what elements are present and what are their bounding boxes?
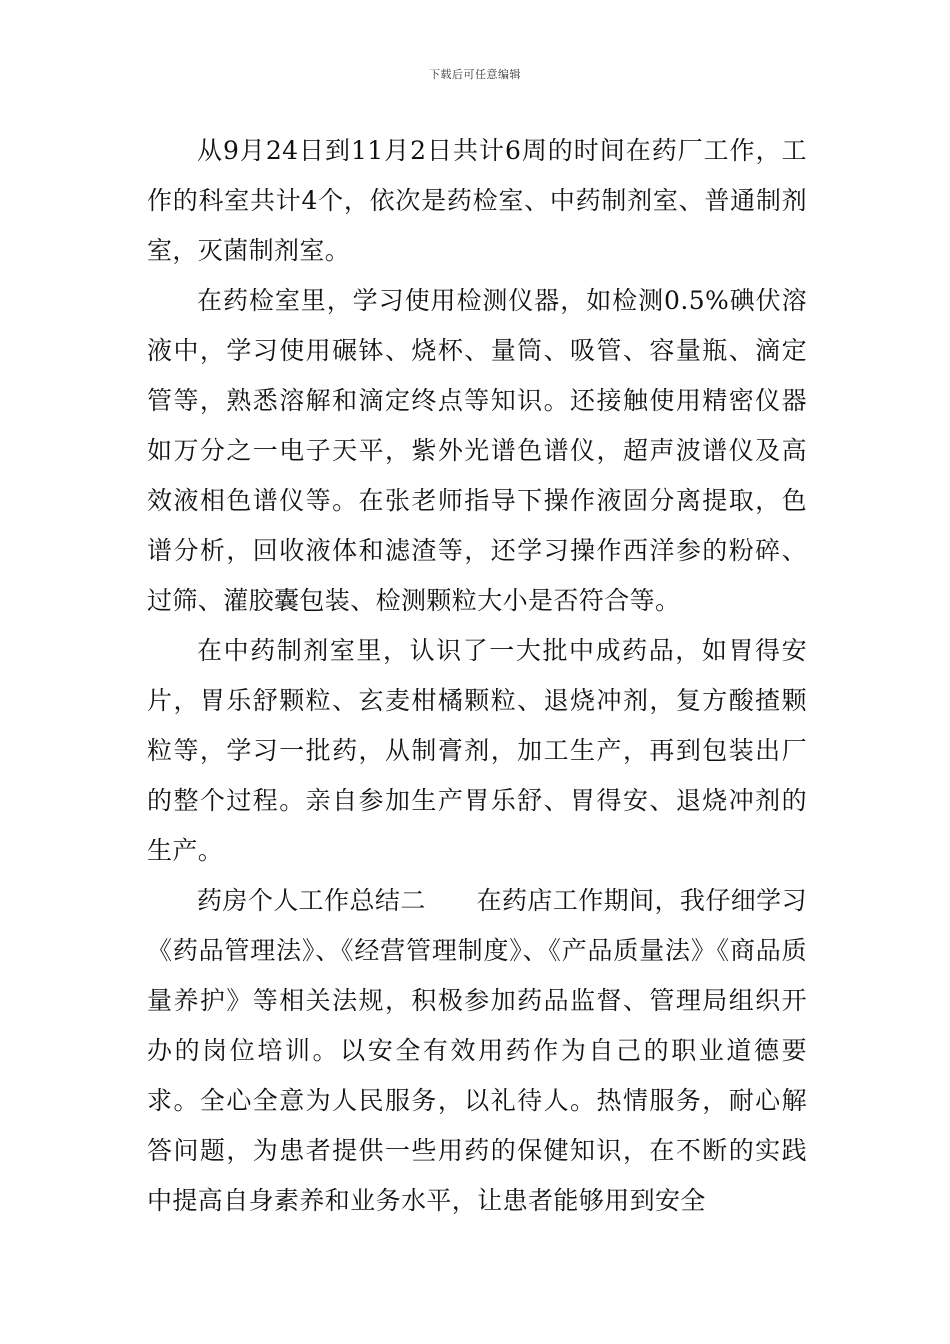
paragraph-tcm-preparation-room: 在中药制剂室里，认识了一大批中成药品，如胃得安片，胃乐舒颗粒、玄麦柑橘颗粒、退烧冲剂，复方酸揸颗粒等，学习一批药，从制膏剂，加工生产，再到包装出厂的整个过程。亲自参加生产胃乐舒、胃得安、退烧冲剂的生产。 (147, 636, 807, 865)
paragraph-drug-inspection-room: 在药检室里，学习使用检测仪器，如检测0.5%碘伏溶液中，学习使用碾钵、烧杯、量筒、吸管、容量瓶、滴定管等，熟悉溶解和滴定终点等知识。还接触使用精密仪器如万分之一电子天平，紫外光谱色谱仪，超声波谱仪及高效液相色谱仪等。在张老师指导下操作液固分离提取，色谱分析，回收液体和滤渣等，还学习操作西洋参的粉碎、过筛、灌胶囊包装、检测颗粒大小是否符合等。 (147, 286, 807, 615)
paragraph-internship-overview: 从9月24日到11月2日共计6周的时间在药厂工作，工作的科室共计4个，依次是药检室、中药制剂室、普通制剂室，灭菌制剂室。 (147, 136, 807, 265)
document-body (147, 126, 807, 1226)
page-header: 下载后可任意编辑 (429, 68, 521, 81)
paragraph-pharmacy-summary-two: 药房个人工作总结二 在药店工作期间，我仔细学习《药品管理法》、《经营管理制度》、《产品质量法》《商品质量养护》等相关法规，积极参加药品监督、管理局组织开办的岗位培训。以安全有效用药作为自己的职业道德要求。全心全意为人民服务，以礼待人。热情服务，耐心解答问题，为患者提供一些用药的保健知识，在不断的实践中提高自身素养和业务水平，让患者能够用到安全 (147, 886, 807, 1215)
